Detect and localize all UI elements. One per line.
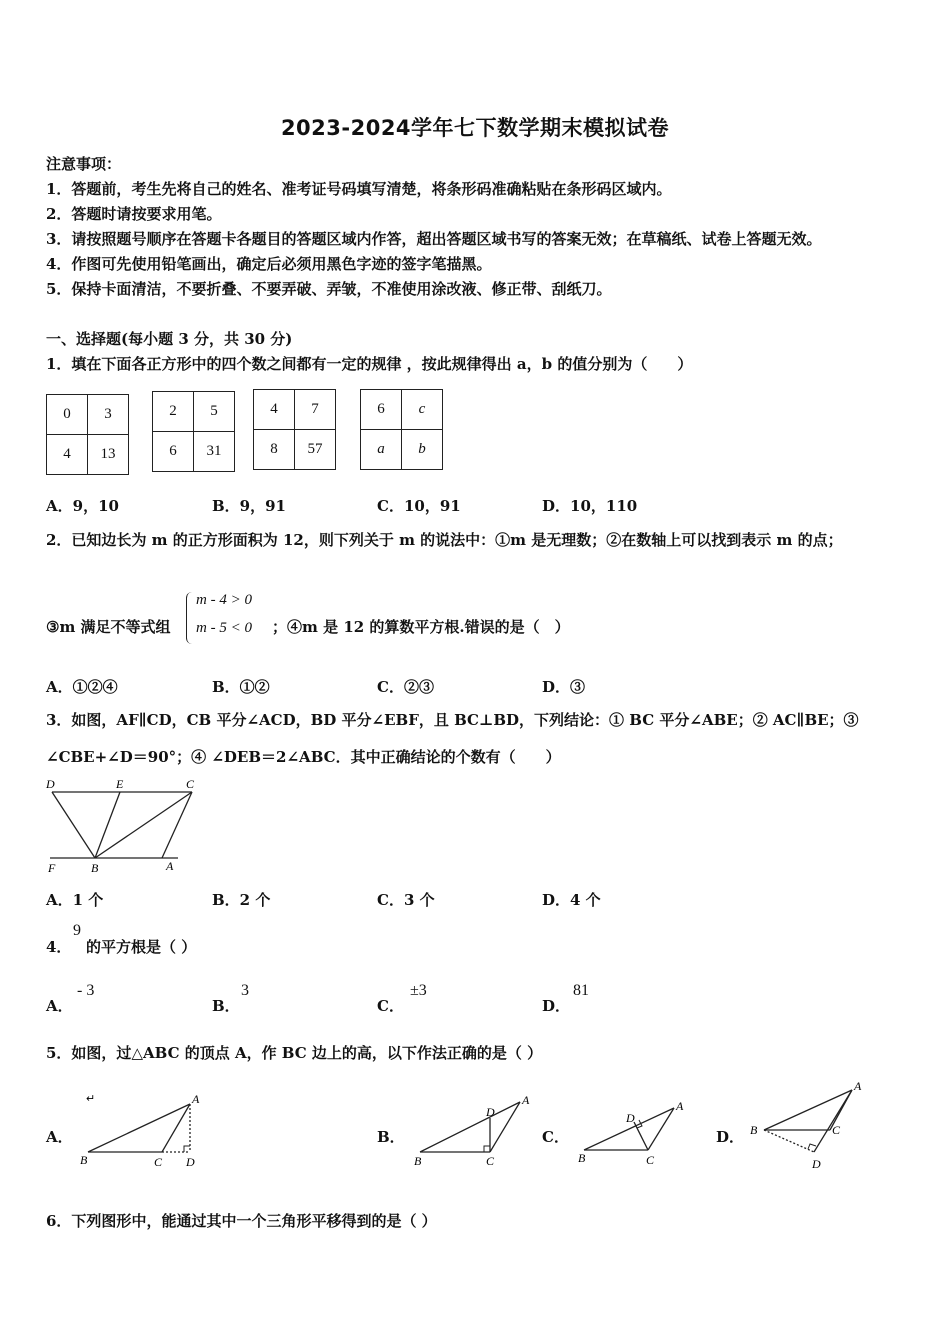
option-d-label[interactable]: D． (716, 1128, 745, 1146)
grid-cell: 7 (295, 390, 336, 430)
label-c: C (486, 1154, 495, 1168)
question-2-stem: 2．已知边长为 m 的正方形面积为 12，则下列关于 m 的说法中：①m 是无理数；②在数轴上可以找到表示 m 的点； (46, 531, 843, 549)
grid-cell: 31 (194, 432, 235, 472)
label-d: D (46, 777, 55, 791)
label-c: C (646, 1153, 655, 1167)
question-3-line2: ∠CBE+∠D＝90°；④ ∠DEB＝2∠ABC．其中正确结论的个数有（ ） (46, 748, 561, 766)
option-a-value: - 3 (77, 982, 95, 999)
grid-cell: c (402, 390, 443, 430)
label-e: E (116, 777, 124, 791)
question-3-line1: 3．如图，AF∥CD，CB 平分∠ACD，BD 平分∠EBF，且 BC⊥BD，下列结论：① BC 平分∠ABE；② AC∥BE；③ (46, 711, 859, 729)
question-1-stem: 1．填在下面各正方形中的四个数之间都有一定的规律 ，按此规律得出 a，b 的值分别为（ ） (46, 355, 693, 373)
label-b: B (578, 1151, 586, 1165)
triangle-figure-c (572, 1092, 692, 1172)
line-db (52, 792, 95, 858)
option-c-value: ±3 (410, 982, 427, 999)
option-a[interactable]: A．9，10 (46, 497, 119, 515)
question-2-part4: ；④m 是 12 的算数平方根.错误的是（ ） (272, 618, 570, 636)
option-c-label[interactable]: C． (377, 997, 404, 1015)
label-a: A (854, 1079, 862, 1093)
notice-item: 2．答题时请按要求用笔。 (46, 205, 222, 223)
label-c: C (154, 1155, 163, 1169)
option-b[interactable]: B．2 个 (212, 891, 271, 909)
label-a: A (192, 1092, 200, 1106)
label-b: B (80, 1153, 88, 1167)
option-c[interactable]: C．3 个 (377, 891, 435, 909)
question-5-stem: 5．如图，过△ABC 的顶点 A，作 BC 边上的高，以下作法正确的是（ ） (46, 1044, 543, 1062)
label-a: A (676, 1099, 684, 1113)
label-d: D (626, 1111, 635, 1125)
grid-cell: b (402, 430, 443, 470)
parallel-lines-figure (40, 772, 210, 880)
label-d: D (186, 1155, 195, 1169)
triangle-figure-b (408, 1090, 538, 1170)
triangle-figure-a (76, 1086, 206, 1170)
label-d: D (486, 1105, 495, 1119)
page-title: 2023-2024学年七下数学期末模拟试卷 (280, 116, 670, 140)
return-mark: ↵ (86, 1093, 96, 1105)
grid-cell: 4 (254, 390, 295, 430)
grid-cell: 3 (88, 395, 129, 435)
option-a[interactable]: A．1 个 (46, 891, 104, 909)
option-a[interactable]: A．①②④ (46, 678, 118, 696)
option-c[interactable]: C．②③ (377, 678, 434, 696)
option-c[interactable]: C．10，91 (377, 497, 461, 515)
question-4-stem: 的平方根是（ ） (86, 938, 197, 956)
option-b[interactable]: B．①② (212, 678, 270, 696)
notice-heading: 注意事项： (46, 155, 122, 173)
question-4-number: 4． (46, 938, 72, 956)
option-b[interactable]: B．9，91 (212, 497, 286, 515)
notice-item: 1．答题前，考生先将自己的姓名、准考证号码填写清楚，将条形码准确粘贴在条形码区域内。 (46, 180, 672, 198)
label-b: B (91, 861, 99, 875)
option-d-value: 81 (573, 982, 589, 999)
grid-cell: 13 (88, 435, 129, 475)
number-grid-1 (46, 394, 129, 475)
option-a-label[interactable]: A． (46, 997, 73, 1015)
grid-cell: 5 (194, 392, 235, 432)
label-a: A (522, 1093, 530, 1107)
number-grid-2 (152, 391, 235, 472)
question-2-part3: ③m 满足不等式组 (46, 618, 171, 636)
grid-cell: a (361, 430, 402, 470)
number-grid-4 (360, 389, 443, 470)
question-6-stem: 6．下列图形中，能通过其中一个三角形平移得到的是（ ） (46, 1212, 437, 1230)
label-c: C (832, 1123, 841, 1137)
grid-cell: 6 (361, 390, 402, 430)
option-c-label[interactable]: C． (542, 1128, 569, 1146)
triangle-figure-d (748, 1078, 878, 1178)
label-a: A (166, 859, 174, 873)
option-d-label[interactable]: D． (542, 997, 571, 1015)
grid-cell: 6 (153, 432, 194, 472)
number-grid-3 (253, 389, 336, 470)
option-a-label[interactable]: A． (46, 1128, 73, 1146)
radicand-9: 9 (73, 922, 81, 939)
option-d[interactable]: D．10，110 (542, 497, 638, 515)
inequality-2: m - 5 < 0 (196, 620, 252, 636)
label-b: B (414, 1154, 422, 1168)
grid-cell: 57 (295, 430, 336, 470)
inequality-brace (186, 592, 193, 644)
line-eb (95, 792, 120, 858)
inequality-1: m - 4 > 0 (196, 592, 252, 608)
option-d[interactable]: D．4 个 (542, 891, 601, 909)
grid-cell: 2 (153, 392, 194, 432)
grid-cell: 4 (47, 435, 88, 475)
notice-item: 5．保持卡面清洁，不要折叠、不要弄破、弄皱，不准使用涂改液、修正带、刮纸刀。 (46, 280, 612, 298)
grid-cell: 0 (47, 395, 88, 435)
label-c: C (186, 777, 195, 791)
label-d: D (812, 1157, 821, 1171)
notice-item: 4．作图可先使用铅笔画出，确定后必须用黑色字迹的签字笔描黑。 (46, 255, 492, 273)
grid-cell: 8 (254, 430, 295, 470)
option-b-value: 3 (241, 982, 249, 999)
option-d[interactable]: D．③ (542, 678, 586, 696)
section-heading: 一、选择题(每小题 3 分，共 30 分) (46, 330, 293, 348)
option-b-label[interactable]: B． (212, 997, 240, 1015)
notice-item: 3．请按照题号顺序在答题卡各题目的答题区域内作答，超出答题区域书写的答案无效；在草稿纸、试卷上答题无效。 (46, 230, 822, 248)
label-b: B (750, 1123, 758, 1137)
option-b-label[interactable]: B． (377, 1128, 405, 1146)
label-f: F (48, 861, 56, 875)
